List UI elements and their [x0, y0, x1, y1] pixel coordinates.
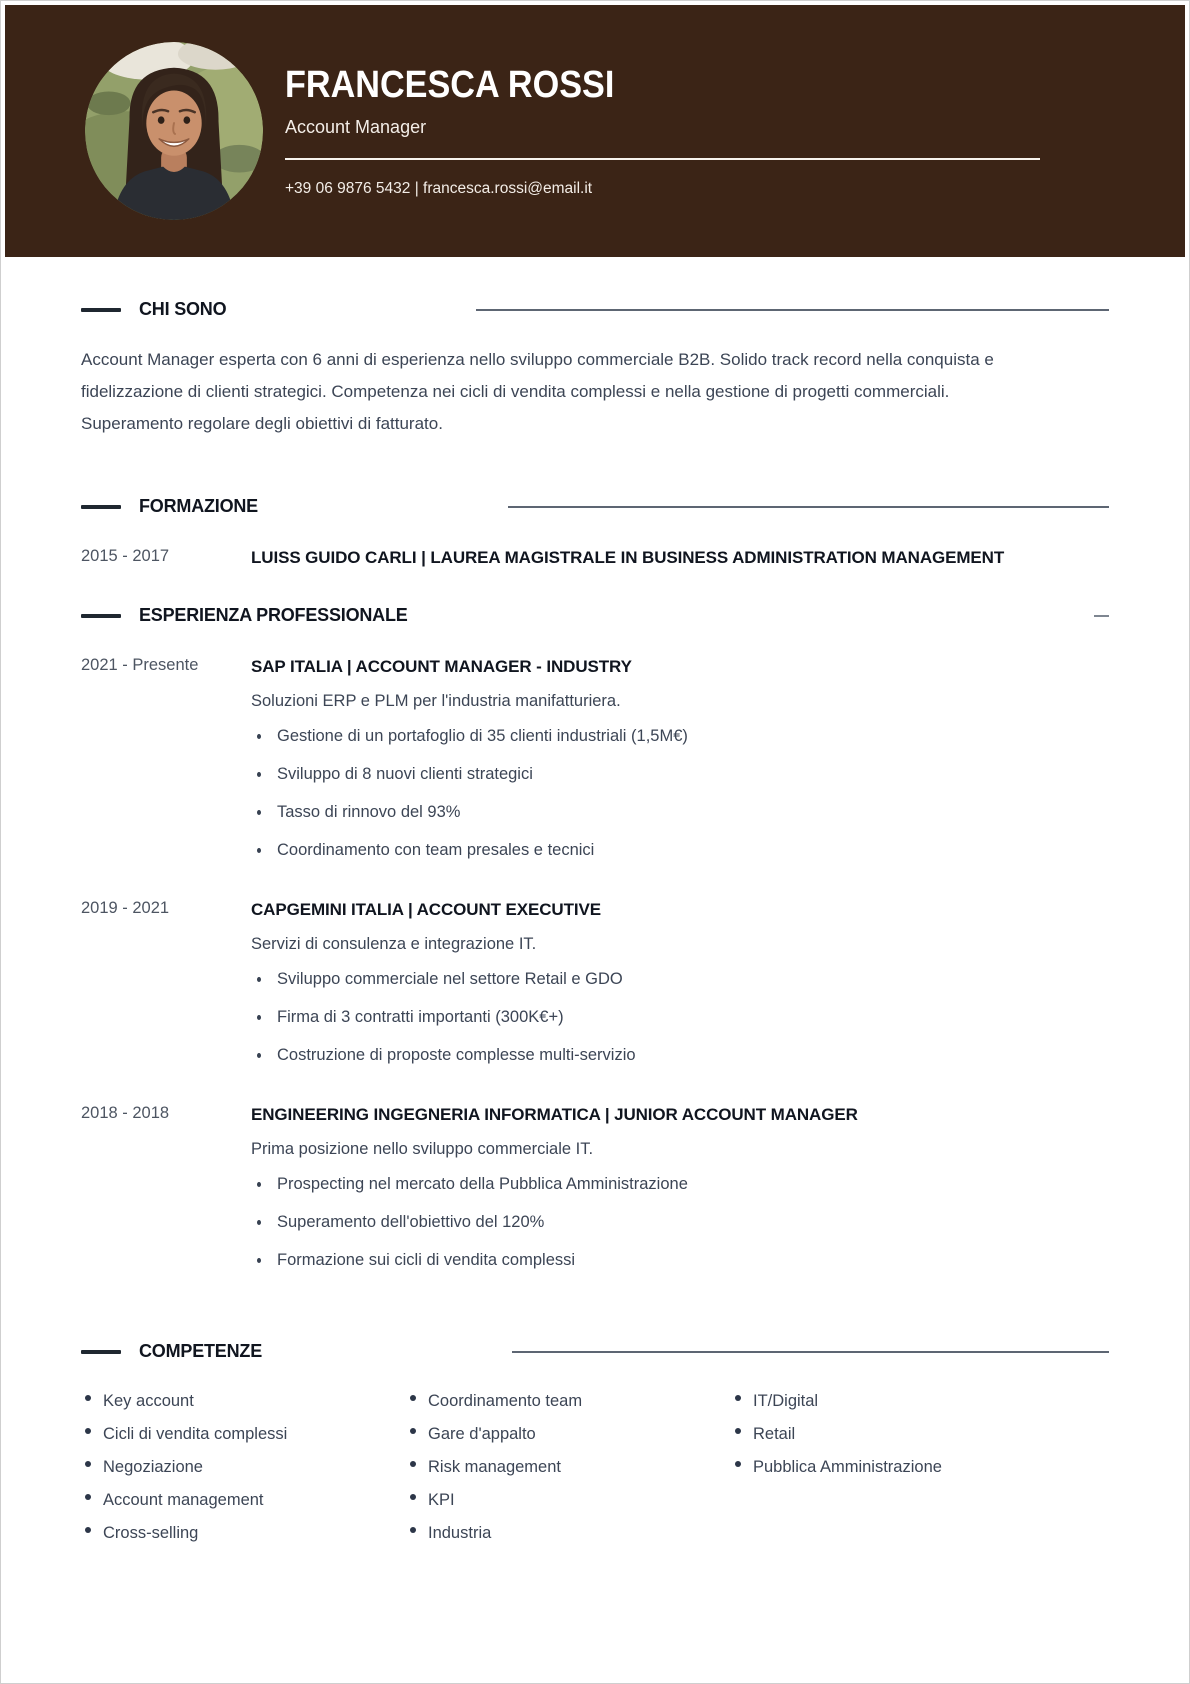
bullet-dot-icon — [410, 1461, 416, 1467]
bullet-dot-icon — [85, 1428, 91, 1434]
bullet-item — [251, 803, 688, 831]
skill-item — [81, 1458, 406, 1491]
section-header-skills — [81, 1341, 1109, 1362]
skill-item — [406, 1524, 731, 1557]
skill-label: Industria — [428, 1524, 492, 1542]
bullet-dot-icon — [410, 1395, 416, 1401]
bullet-item — [251, 765, 688, 793]
section-header-experience — [81, 605, 1109, 626]
education-entries — [81, 545, 1109, 571]
bullet-text: Superamento dell'obiettivo del 120% — [277, 1213, 545, 1231]
skill-label: Gare d'appalto — [428, 1425, 536, 1443]
bullet-item — [251, 1175, 858, 1203]
bullet-text: Tasso di rinnovo del 93% — [277, 803, 461, 821]
skill-label: Pubblica Amministrazione — [753, 1458, 942, 1476]
entry-title: SAP ITALIA | ACCOUNT MANAGER - INDUSTRY — [251, 657, 632, 676]
section-divider-line — [512, 1351, 1109, 1353]
entry-bullet-list — [251, 1175, 858, 1279]
bullet-text: Sviluppo di 8 nuovi clienti strategici — [277, 765, 533, 783]
bullet-dot-icon — [257, 977, 261, 982]
skill-label: KPI — [428, 1491, 455, 1509]
skill-item — [406, 1491, 731, 1524]
skill-label: Negoziazione — [103, 1458, 203, 1476]
entry-title: LUISS GUIDO CARLI | LAUREA MAGISTRALE IN BUSINESS ADMINISTRATION MANAGEMENT — [251, 548, 1005, 567]
section-divider-line — [476, 309, 1109, 311]
skill-column — [731, 1392, 942, 1557]
bullet-item — [251, 1251, 858, 1279]
contact-info: +39 06 9876 5432 | francesca.rossi@email.it — [285, 180, 593, 197]
skill-label: Coordinamento team — [428, 1392, 583, 1410]
skill-column — [406, 1392, 731, 1557]
section-dash-decoration — [81, 614, 121, 618]
person-name: FRANCESCA ROSSI — [285, 64, 615, 106]
entry-period: 2018 - 2018 — [81, 1104, 170, 1122]
entry-content — [251, 1102, 858, 1279]
bullet-dot-icon — [257, 1258, 261, 1263]
bullet-text: Sviluppo commerciale nel settore Retail e GDO — [277, 970, 623, 988]
bullet-text: Costruzione di proposte complesse multi-servizio — [277, 1046, 636, 1064]
profile-photo-illustration — [85, 42, 263, 220]
bullet-text: Prospecting nel mercato della Pubblica Amministrazione — [277, 1175, 688, 1193]
person-job-title: Account Manager — [285, 117, 427, 137]
bullet-item — [251, 1213, 858, 1241]
skill-item — [81, 1392, 406, 1425]
section-title-education: FORMAZIONE — [139, 496, 258, 516]
bullet-text: Coordinamento con team presales e tecnici — [277, 841, 595, 859]
cv-header — [5, 5, 1185, 257]
bullet-dot-icon — [257, 810, 261, 815]
entry-bullet-list — [251, 970, 636, 1074]
section-title-about: CHI SONO — [139, 299, 227, 319]
skill-item — [731, 1425, 942, 1458]
bullet-item — [251, 727, 688, 755]
entry-description: Servizi di consulenza e integrazione IT. — [251, 935, 537, 953]
bullet-dot-icon — [410, 1527, 416, 1533]
entry-content — [251, 654, 688, 869]
skill-label: Cicli di vendita complessi — [103, 1425, 288, 1443]
section-dash-decoration — [81, 505, 121, 509]
entry-content — [251, 897, 636, 1074]
bullet-dot-icon — [735, 1428, 741, 1434]
bullet-dot-icon — [257, 1053, 261, 1058]
bullet-dot-icon — [85, 1494, 91, 1500]
entry-period: 2015 - 2017 — [81, 547, 170, 565]
entry-title: CAPGEMINI ITALIA | ACCOUNT EXECUTIVE — [251, 900, 601, 919]
skill-item — [406, 1392, 731, 1425]
bullet-text: Gestione di un portafoglio di 35 clienti industriali (1,5M€) — [277, 727, 688, 745]
experience-entries — [81, 654, 1109, 1279]
bullet-item — [251, 970, 636, 998]
skill-item — [406, 1425, 731, 1458]
header-divider-line — [285, 158, 1040, 160]
skill-label: IT/Digital — [753, 1392, 819, 1410]
entry-description: Soluzioni ERP e PLM per l'industria manifatturiera. — [251, 692, 621, 710]
entry-bullet-list — [251, 727, 688, 869]
bullet-text: Formazione sui cicli di vendita complessi — [277, 1251, 576, 1269]
bullet-dot-icon — [257, 772, 261, 777]
skill-item — [81, 1491, 406, 1524]
entry-content — [251, 545, 1004, 571]
skill-label: Key account — [103, 1392, 194, 1410]
skill-item — [81, 1425, 406, 1458]
bullet-dot-icon — [257, 734, 261, 739]
bullet-dot-icon — [735, 1461, 741, 1467]
bullet-text: Firma di 3 contratti importanti (300K€+) — [277, 1008, 564, 1026]
resume-entry — [81, 545, 1109, 571]
bullet-item — [251, 1008, 636, 1036]
section-header-education — [81, 496, 1109, 517]
header-text-block — [285, 64, 1185, 198]
section-title-skills: COMPETENZE — [139, 1341, 263, 1361]
resume-entry — [81, 654, 1109, 869]
entry-period: 2021 - Presente — [81, 656, 199, 674]
skill-item — [731, 1392, 942, 1425]
profile-photo — [85, 42, 263, 220]
section-dash-decoration — [81, 1350, 121, 1354]
section-divider-line — [508, 506, 1109, 508]
about-paragraph: Account Manager esperta con 6 anni di esperienza nello sviluppo commerciale B2B. Solido track record nella conquista e fidelizzazione di clienti strategici. Competenza nei cicli di vendita complessi e nella gestione di progetti commerciali. Superamento regolare degli obiettivi di fatturato. — [81, 350, 994, 433]
bullet-dot-icon — [257, 1015, 261, 1020]
skill-label: Cross-selling — [103, 1524, 199, 1542]
bullet-dot-icon — [257, 1182, 261, 1187]
skill-item — [731, 1458, 942, 1491]
entry-period: 2019 - 2021 — [81, 899, 170, 917]
cv-body — [1, 299, 1189, 1557]
bullet-dot-icon — [257, 1220, 261, 1225]
skill-item — [81, 1524, 406, 1557]
bullet-dot-icon — [410, 1428, 416, 1434]
bullet-dot-icon — [85, 1527, 91, 1533]
bullet-dot-icon — [410, 1494, 416, 1500]
skill-item — [406, 1458, 731, 1491]
section-title-experience: ESPERIENZA PROFESSIONALE — [139, 605, 408, 625]
section-divider-short-dash — [1094, 615, 1109, 617]
section-dash-decoration — [81, 308, 121, 312]
bullet-dot-icon — [735, 1395, 741, 1401]
bullet-dot-icon — [85, 1461, 91, 1467]
entry-description: Prima posizione nello sviluppo commerciale IT. — [251, 1140, 594, 1158]
skills-grid — [81, 1392, 1109, 1557]
bullet-dot-icon — [85, 1395, 91, 1401]
skill-label: Account management — [103, 1491, 264, 1509]
entry-title: ENGINEERING INGEGNERIA INFORMATICA | JUNIOR ACCOUNT MANAGER — [251, 1105, 858, 1124]
resume-entry — [81, 1102, 1109, 1279]
bullet-item — [251, 1046, 636, 1074]
section-header-about — [81, 299, 1109, 320]
bullet-item — [251, 841, 688, 869]
resume-entry — [81, 897, 1109, 1074]
skill-label: Risk management — [428, 1458, 561, 1476]
skill-label: Retail — [753, 1425, 796, 1443]
bullet-dot-icon — [257, 848, 261, 853]
skill-column — [81, 1392, 406, 1557]
